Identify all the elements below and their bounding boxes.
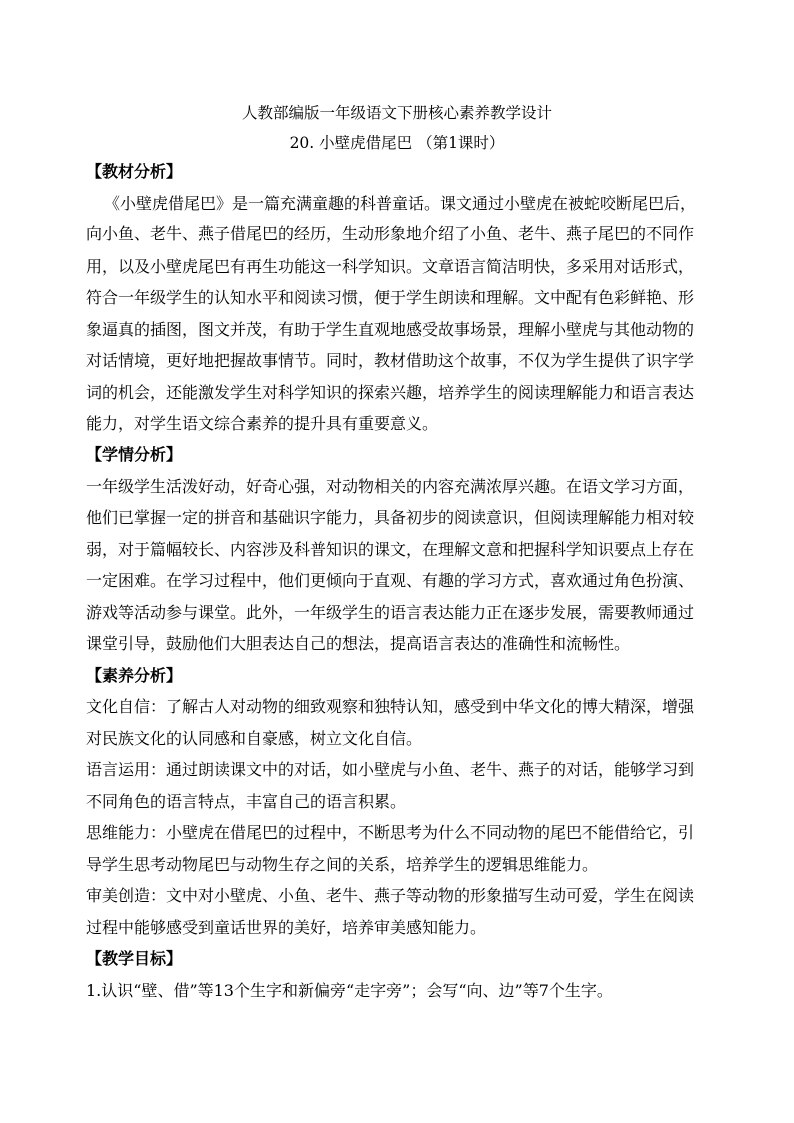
paragraph-line: 语言运用：通过朗读课文中的对话，如小壁虎与小鱼、老牛、燕子的对话，能够学习到: [86, 760, 695, 779]
lesson-subtitle: 20. 小壁虎借尾巴 （第1课时）: [289, 134, 505, 152]
paragraph-line: 象逼真的插图，图文并茂，有助于学生直观地感受故事场景，理解小壁虎与其他动物的: [86, 320, 695, 339]
paragraph-line: 游戏等活动参与课堂。此外，一年级学生的语言表达能力正在逐步发展，需要教师通过: [86, 603, 695, 622]
paragraph-line: 过程中能够感受到童话世界的美好，培养审美感知能力。: [86, 918, 487, 937]
paragraph-line: 审美创造：文中对小壁虎、小鱼、老牛、燕子等动物的形象描写生动可爱，学生在阅读: [86, 886, 695, 905]
paragraph-line: 《小壁虎借尾巴》是一篇充满童趣的科普童话。课文通过小壁虎在被蛇咬断尾巴后，: [104, 194, 697, 213]
paragraph-line: 弱，对于篇幅较长、内容涉及科普知识的课文，在理解文意和把握科学知识要点上存在: [86, 540, 695, 559]
goal-item: 1.认识“壁、借”等13个生字和新偏旁“走字旁”；会写“向、边”等7个生字。: [86, 981, 613, 1000]
section-heading-student-analysis: 【学情分析】: [86, 445, 183, 464]
paragraph-line: 导学生思考动物尾巴与动物生存之间的关系，培养学生的逻辑思维能力。: [86, 855, 599, 874]
document-title: 人教部编版一年级语文下册核心素养教学设计: [241, 104, 552, 122]
paragraph-line: 对话情境，更好地把握故事情节。同时，教材借助这个故事，不仅为学生提供了识字学: [86, 351, 695, 370]
paragraph-line: 用，以及小壁虎尾巴有再生功能这一科学知识。文章语言简洁明快，多采用对话形式，: [86, 257, 695, 276]
paragraph-line: 一定困难。在学习过程中，他们更倾向于直观、有趣的学习方式，喜欢通过角色扮演、: [86, 571, 695, 590]
paragraph-line: 他们已掌握一定的拼音和基础识字能力，具备初步的阅读意识，但阅读理解能力相对较: [86, 508, 695, 527]
paragraph-line: 不同角色的语言特点，丰富自己的语言积累。: [86, 792, 407, 811]
paragraph-line: 符合一年级学生的认知水平和阅读习惯，便于学生朗读和理解。文中配有色彩鲜艳、形: [86, 288, 695, 307]
paragraph-line: 思维能力：小壁虎在借尾巴的过程中，不断思考为什么不同动物的尾巴不能借给它，引: [86, 823, 695, 842]
paragraph-line: 一年级学生活泼好动，好奇心强，对动物相关的内容充满浓厚兴趣。在语文学习方面，: [86, 477, 695, 496]
paragraph-line: 文化自信：了解古人对动物的细致观察和独特认知，感受到中华文化的博大精深，增强: [86, 697, 695, 716]
paragraph-line: 能力，对学生语文综合素养的提升具有重要意义。: [86, 414, 439, 433]
section-heading-literacy-analysis: 【素养分析】: [86, 666, 183, 685]
paragraph-line: 对民族文化的认同感和自豪感，树立文化自信。: [86, 729, 423, 748]
section-heading-textbook-analysis: 【教材分析】: [86, 162, 183, 181]
paragraph-line: 词的机会，还能激发学生对科学知识的探索兴趣，培养学生的阅读理解能力和语言表达: [86, 383, 695, 402]
paragraph-line: 向小鱼、老牛、燕子借尾巴的经历，生动形象地介绍了小鱼、老牛、燕子尾巴的不同作: [86, 224, 695, 243]
paragraph-line: 课堂引导，鼓励他们大胆表达自己的想法，提高语言表达的准确性和流畅性。: [86, 634, 631, 653]
section-heading-teaching-goals: 【教学目标】: [86, 949, 183, 968]
